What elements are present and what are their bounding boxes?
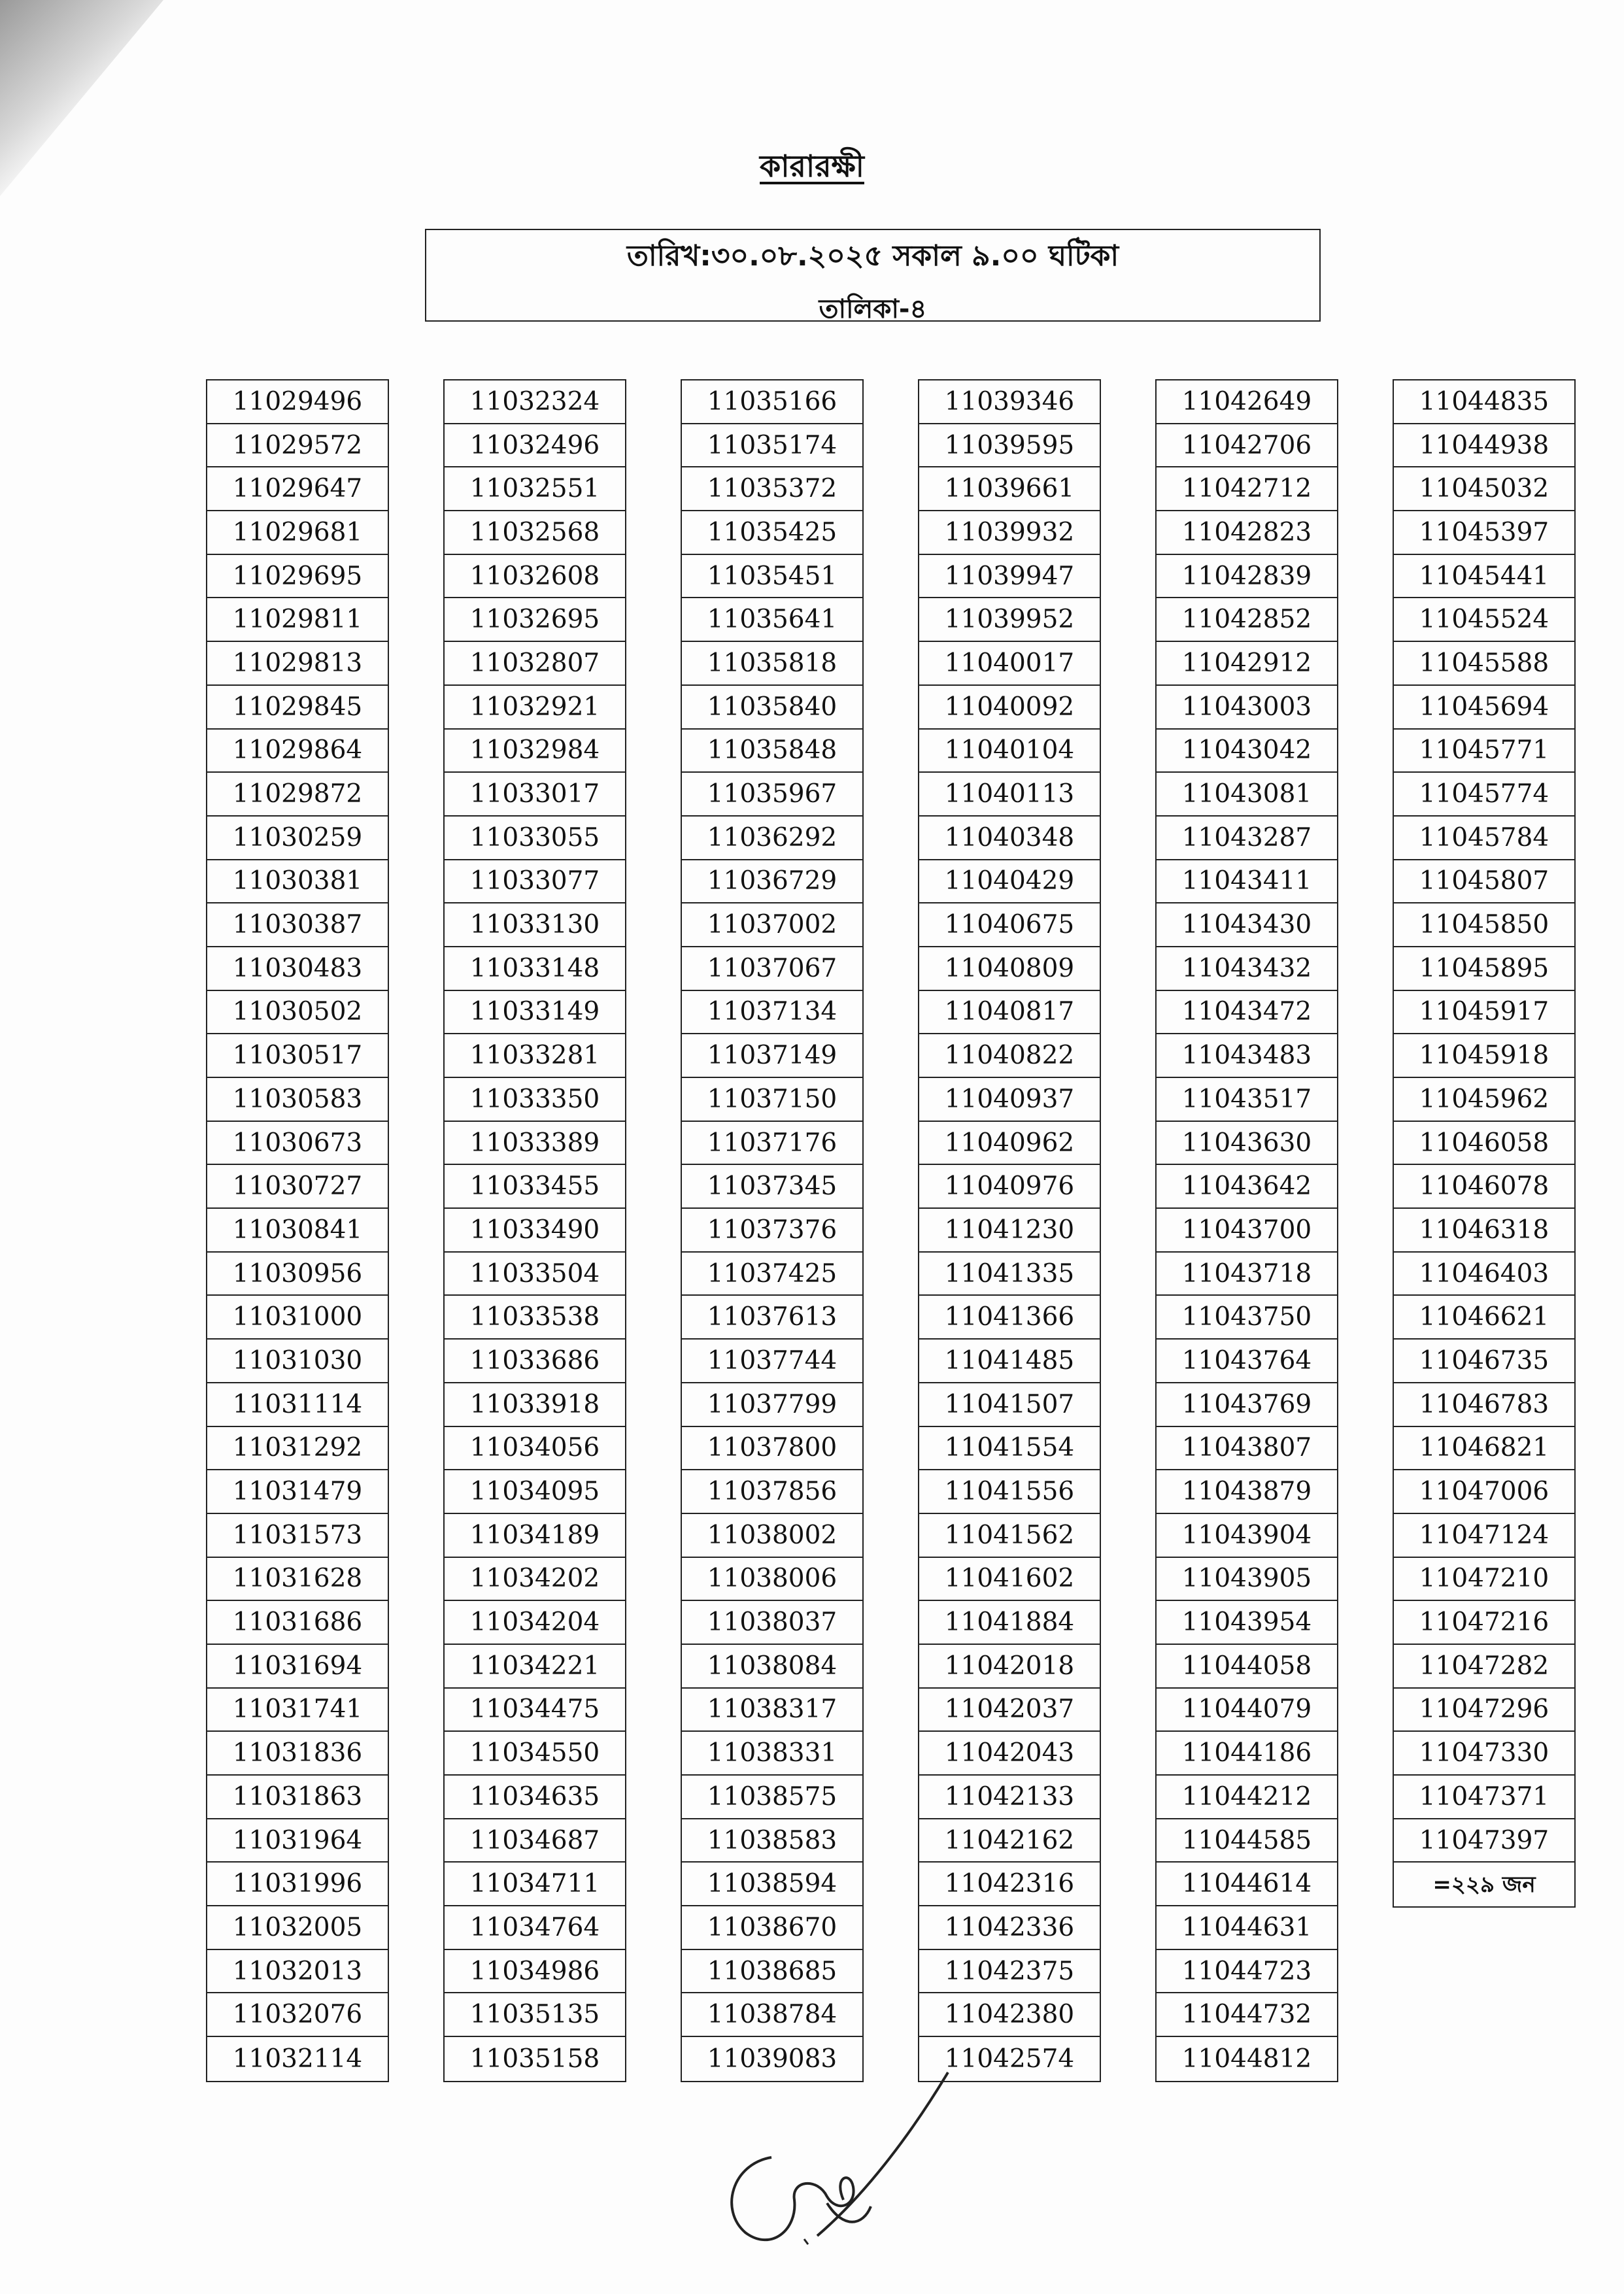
roll-number-cell: 11047296 (1394, 1689, 1574, 1732)
roll-number-cell: 11045441 (1394, 555, 1574, 599)
roll-number-cell: 11037150 (682, 1078, 862, 1122)
roll-number-cell: 11046318 (1394, 1209, 1574, 1253)
roll-number-cell: 11031628 (207, 1558, 388, 1602)
roll-number-cell: 11043003 (1157, 686, 1337, 730)
roll-number-cell: 11035451 (682, 555, 862, 599)
roll-number-cell: 11046783 (1394, 1383, 1574, 1427)
roll-number-cell: 11029695 (207, 555, 388, 599)
roll-number-cell: 11045850 (1394, 903, 1574, 947)
roll-number-cell: 11029647 (207, 467, 388, 511)
roll-column-3 (681, 379, 864, 2082)
roll-number-cell: 11039595 (919, 424, 1100, 468)
roll-number-cell: 11037744 (682, 1340, 862, 1383)
roll-number-cell: 11043411 (1157, 860, 1337, 904)
roll-number-cell: 11043718 (1157, 1253, 1337, 1296)
roll-number-cell: 11029572 (207, 424, 388, 468)
total-count-cell: =২২৯ জন (1432, 1871, 1536, 1898)
roll-number-cell: 11035818 (682, 642, 862, 686)
roll-number-cell: 11038594 (682, 1863, 862, 1906)
roll-number-cell: 11029872 (207, 773, 388, 817)
roll-number-cell: 11033148 (445, 947, 625, 991)
roll-column-5 (1155, 379, 1338, 2082)
roll-number-cell: 11034550 (445, 1732, 625, 1776)
roll-number-cell: 11034986 (445, 1950, 625, 1994)
roll-number-cell: 11047397 (1394, 1819, 1574, 1863)
roll-column-2 (443, 379, 626, 2082)
roll-number-cell: 11041485 (919, 1340, 1100, 1383)
roll-number-cell: 11031479 (207, 1470, 388, 1514)
roll-number-cell: 11041602 (919, 1558, 1100, 1602)
roll-number-cell: 11038084 (682, 1645, 862, 1689)
roll-number-cell: 11045807 (1394, 860, 1574, 904)
roll-number-cell: 11031694 (207, 1645, 388, 1689)
roll-number-cell: 11038685 (682, 1950, 862, 1994)
roll-number-cell: 11040092 (919, 686, 1100, 730)
roll-number-cell: 11045774 (1394, 773, 1574, 817)
roll-number-cell: 11046078 (1394, 1165, 1574, 1209)
roll-number-cell: 11031030 (207, 1340, 388, 1383)
roll-number-cell: 11037067 (682, 947, 862, 991)
roll-number-cell: 11030259 (207, 817, 388, 860)
roll-number-cell: 11032608 (445, 555, 625, 599)
roll-number-cell: 11032568 (445, 511, 625, 555)
roll-number-cell: 11034687 (445, 1819, 625, 1863)
roll-number-cell: 11042823 (1157, 511, 1337, 555)
roll-number-cell: 11042133 (919, 1776, 1100, 1819)
roll-number-cell: 11033149 (445, 991, 625, 1035)
page-corner-fold (0, 0, 163, 196)
roll-number-cell: 11037799 (682, 1383, 862, 1427)
roll-number-cell: 11037176 (682, 1122, 862, 1166)
roll-number-cell: 11043642 (1157, 1165, 1337, 1209)
roll-number-cell: 11045917 (1394, 991, 1574, 1035)
roll-number-cell: 11032076 (207, 1993, 388, 2037)
roll-number-cell: 11046621 (1394, 1296, 1574, 1340)
roll-number-cell: 11037345 (682, 1165, 862, 1209)
roll-number-cell: 11035425 (682, 511, 862, 555)
roll-number-cell: 11040675 (919, 903, 1100, 947)
roll-number-cell: 11031996 (207, 1863, 388, 1906)
roll-number-cell: 11030483 (207, 947, 388, 991)
roll-number-cell: 11030517 (207, 1034, 388, 1078)
roll-number-cell: 11033281 (445, 1034, 625, 1078)
roll-number-cell: 11042380 (919, 1993, 1100, 2037)
roll-number-cell: 11039661 (919, 467, 1100, 511)
roll-number-cell: 11039952 (919, 598, 1100, 642)
roll-number-cell: 11029813 (207, 642, 388, 686)
roll-number-cell: 11039346 (919, 380, 1100, 424)
roll-number-cell: 11043472 (1157, 991, 1337, 1035)
roll-number-cell: 11037134 (682, 991, 862, 1035)
roll-number-cell: 11029496 (207, 380, 388, 424)
roll-number-cell: 11040822 (919, 1034, 1100, 1078)
roll-number-cell: 11045784 (1394, 817, 1574, 860)
roll-number-cell: 11042043 (919, 1732, 1100, 1776)
roll-number-cell: 11031964 (207, 1819, 388, 1863)
roll-number-cell: 11031686 (207, 1601, 388, 1645)
roll-number-cell: 11045397 (1394, 511, 1574, 555)
roll-number-cell: 11045918 (1394, 1034, 1574, 1078)
roll-number-cell: 11041230 (919, 1209, 1100, 1253)
roll-number-cell: 11034475 (445, 1689, 625, 1732)
roll-number-cell: 11045524 (1394, 598, 1574, 642)
roll-number-cell: 11044614 (1157, 1863, 1337, 1906)
roll-number-cell: 11042839 (1157, 555, 1337, 599)
roll-number-cell: 11033389 (445, 1122, 625, 1166)
roll-number-cell: 11040348 (919, 817, 1100, 860)
roll-number-cell: 11041884 (919, 1601, 1100, 1645)
roll-number-cell: 11038583 (682, 1819, 862, 1863)
roll-number-cell: 11038331 (682, 1732, 862, 1776)
roll-number-cell: 11041554 (919, 1427, 1100, 1471)
roll-number-cell: 11029845 (207, 686, 388, 730)
roll-number-cell: 11031114 (207, 1383, 388, 1427)
roll-number-cell: 11044186 (1157, 1732, 1337, 1776)
roll-number-cell: 11038006 (682, 1558, 862, 1602)
roll-number-cell: 11042912 (1157, 642, 1337, 686)
roll-number-cell: 11037613 (682, 1296, 862, 1340)
roll-number-cell: 11034764 (445, 1906, 625, 1950)
roll-number-cell: 11043769 (1157, 1383, 1337, 1427)
roll-number-cell: 11044812 (1181, 2044, 1312, 2074)
roll-number-cell: 11030381 (207, 860, 388, 904)
roll-number-cell: 11045694 (1394, 686, 1574, 730)
roll-number-cell: 11033130 (445, 903, 625, 947)
roll-number-cell: 11032013 (207, 1950, 388, 1994)
roll-number-cell: 11034204 (445, 1601, 625, 1645)
roll-number-cell: 11033077 (445, 860, 625, 904)
roll-number-cell: 11033055 (445, 817, 625, 860)
roll-number-cell: 11034221 (445, 1645, 625, 1689)
roll-number-cell: 11043042 (1157, 730, 1337, 773)
roll-number-cell: 11047216 (1394, 1601, 1574, 1645)
header-box (425, 229, 1321, 322)
roll-number-cell: 11035174 (682, 424, 862, 468)
roll-number-cell: 11029864 (207, 730, 388, 773)
roll-number-cell: 11033538 (445, 1296, 625, 1340)
roll-number-cell: 11032324 (445, 380, 625, 424)
roll-number-cell: 11040809 (919, 947, 1100, 991)
roll-number-cell: 11031741 (207, 1689, 388, 1732)
roll-number-cell: 11041507 (919, 1383, 1100, 1427)
exam-date-time: তারিখ:৩০.০৮.২০২৫ সকাল ৯.০০ ঘটিকা (626, 239, 1119, 273)
roll-number-cell: 11041335 (919, 1253, 1100, 1296)
roll-number-cell: 11047282 (1394, 1645, 1574, 1689)
roll-number-cell: 11032984 (445, 730, 625, 773)
roll-column-6 (1393, 379, 1576, 1908)
roll-number-cell: 11040113 (919, 773, 1100, 817)
roll-number-cell: 11047371 (1394, 1776, 1574, 1819)
roll-number-cell: 11040017 (919, 642, 1100, 686)
handwritten-signature (686, 2066, 961, 2262)
roll-number-cell: 11034202 (445, 1558, 625, 1602)
roll-number-cell: 11046403 (1394, 1253, 1574, 1296)
roll-number-cell: 11037149 (682, 1034, 862, 1078)
roll-number-cell: 11031836 (207, 1732, 388, 1776)
roll-number-cell: 11043807 (1157, 1427, 1337, 1471)
page-title: কারারক্ষী (760, 148, 864, 184)
roll-number-cell: 11040429 (919, 860, 1100, 904)
roll-number-cell: 11042316 (919, 1863, 1100, 1906)
roll-number-cell: 11043700 (1157, 1209, 1337, 1253)
roll-number-cell: 11047210 (1394, 1558, 1574, 1602)
roll-number-cell: 11042852 (1157, 598, 1337, 642)
roll-number-cell: 11030956 (207, 1253, 388, 1296)
roll-number-cell: 11032551 (445, 467, 625, 511)
roll-number-cell: 11032114 (232, 2044, 363, 2074)
roll-number-cell: 11042336 (919, 1906, 1100, 1950)
roll-number-cell: 11035848 (682, 730, 862, 773)
roll-number-cell: 11030502 (207, 991, 388, 1035)
roll-number-cell: 11044631 (1157, 1906, 1337, 1950)
roll-number-cell: 11042574 (944, 2044, 1075, 2074)
roll-number-cell: 11044835 (1394, 380, 1574, 424)
roll-number-cell: 11031000 (207, 1296, 388, 1340)
roll-number-cell: 11033455 (445, 1165, 625, 1209)
roll-number-cell: 11032695 (445, 598, 625, 642)
roll-number-cell: 11034711 (445, 1863, 625, 1906)
roll-number-cell: 11043430 (1157, 903, 1337, 947)
roll-number-cell: 11030727 (207, 1165, 388, 1209)
roll-number-cell: 11044938 (1394, 424, 1574, 468)
roll-number-cell: 11045895 (1394, 947, 1574, 991)
roll-number-cell: 11031573 (207, 1514, 388, 1558)
roll-number-cell: 11035967 (682, 773, 862, 817)
roll-number-cell: 11041556 (919, 1470, 1100, 1514)
roll-number-cell: 11038002 (682, 1514, 862, 1558)
roll-number-cell: 11035135 (445, 1993, 625, 2037)
roll-number-cell: 11030841 (207, 1209, 388, 1253)
roll-number-cell: 11035166 (682, 380, 862, 424)
roll-number-cell: 11043879 (1157, 1470, 1337, 1514)
roll-number-cell: 11037002 (682, 903, 862, 947)
roll-number-cell: 11040817 (919, 991, 1100, 1035)
roll-number-cell: 11043905 (1157, 1558, 1337, 1602)
roll-number-cell: 11037425 (682, 1253, 862, 1296)
roll-number-cell: 11043287 (1157, 817, 1337, 860)
roll-number-cell: 11038037 (682, 1601, 862, 1645)
list-number: তালিকা-৪ (819, 294, 927, 324)
roll-number-cell: 11043081 (1157, 773, 1337, 817)
roll-number-cell: 11046821 (1394, 1427, 1574, 1471)
roll-column-4 (918, 379, 1101, 2082)
roll-number-cell: 11044079 (1157, 1689, 1337, 1732)
roll-number-cell: 11032496 (445, 424, 625, 468)
roll-number-cell: 11033686 (445, 1340, 625, 1383)
roll-number-cell: 11037800 (682, 1427, 862, 1471)
roll-number-cell: 11038317 (682, 1689, 862, 1732)
roll-number-cell: 11041562 (919, 1514, 1100, 1558)
roll-number-cell: 11038670 (682, 1906, 862, 1950)
roll-number-cell: 11043432 (1157, 947, 1337, 991)
roll-number-cell: 11030583 (207, 1078, 388, 1122)
roll-number-cell: 11040104 (919, 730, 1100, 773)
roll-number-cell: 11040962 (919, 1122, 1100, 1166)
roll-number-cell: 11030387 (207, 903, 388, 947)
roll-number-cell: 11038784 (682, 1993, 862, 2037)
roll-number-cell: 11045032 (1394, 467, 1574, 511)
roll-number-cell: 11040937 (919, 1078, 1100, 1122)
roll-number-cell: 11034056 (445, 1427, 625, 1471)
roll-number-cell: 11041366 (919, 1296, 1100, 1340)
roll-number-cell: 11034189 (445, 1514, 625, 1558)
roll-number-cell: 11042712 (1157, 467, 1337, 511)
roll-number-cell: 11034635 (445, 1776, 625, 1819)
roll-number-cell: 11043483 (1157, 1034, 1337, 1078)
roll-number-cell: 11045771 (1394, 730, 1574, 773)
roll-number-cell: 11046058 (1394, 1122, 1574, 1166)
roll-number-cell: 11032807 (445, 642, 625, 686)
roll-number-cell: 11044732 (1157, 1993, 1337, 2037)
roll-number-cell: 11043750 (1157, 1296, 1337, 1340)
roll-number-cell: 11031292 (207, 1427, 388, 1471)
roll-number-cell: 11043954 (1157, 1601, 1337, 1645)
roll-number-cell: 11043630 (1157, 1122, 1337, 1166)
roll-number-cell: 11042162 (919, 1819, 1100, 1863)
roll-number-cell: 11035158 (469, 2044, 600, 2074)
roll-number-cell: 11030673 (207, 1122, 388, 1166)
roll-number-cell: 11043764 (1157, 1340, 1337, 1383)
roll-number-cell: 11035641 (682, 598, 862, 642)
roll-number-cell: 11033017 (445, 773, 625, 817)
roll-number-cell: 11045588 (1394, 642, 1574, 686)
roll-number-cell: 11044212 (1157, 1776, 1337, 1819)
roll-number-cell: 11033918 (445, 1383, 625, 1427)
roll-column-1 (206, 379, 389, 2082)
roll-number-cell: 11039932 (919, 511, 1100, 555)
roll-number-cell: 11033504 (445, 1253, 625, 1296)
roll-number-cell: 11032921 (445, 686, 625, 730)
roll-number-cell: 11042649 (1157, 380, 1337, 424)
roll-number-cell: 11043904 (1157, 1514, 1337, 1558)
roll-number-cell: 11037376 (682, 1209, 862, 1253)
roll-number-cell: 11034095 (445, 1470, 625, 1514)
roll-number-cell: 11031863 (207, 1776, 388, 1819)
roll-number-cell: 11042018 (919, 1645, 1100, 1689)
roll-number-cell: 11036729 (682, 860, 862, 904)
roll-number-cell: 11046735 (1394, 1340, 1574, 1383)
roll-number-cell: 11042037 (919, 1689, 1100, 1732)
roll-number-cell: 11038575 (682, 1776, 862, 1819)
roll-number-cell: 11045962 (1394, 1078, 1574, 1122)
roll-number-cell: 11044585 (1157, 1819, 1337, 1863)
roll-number-cell: 11032005 (207, 1906, 388, 1950)
roll-number-cell: 11042706 (1157, 424, 1337, 468)
roll-number-cell: 11047006 (1394, 1470, 1574, 1514)
roll-number-cell: 11043517 (1157, 1078, 1337, 1122)
roll-number-cell: 11040976 (919, 1165, 1100, 1209)
roll-number-cell: 11044723 (1157, 1950, 1337, 1994)
roll-number-cell: 11036292 (682, 817, 862, 860)
roll-number-cell: 11037856 (682, 1470, 862, 1514)
roll-number-cell: 11042375 (919, 1950, 1100, 1994)
roll-number-cell: 11029681 (207, 511, 388, 555)
roll-number-cell: 11047124 (1394, 1514, 1574, 1558)
roll-number-cell: 11033350 (445, 1078, 625, 1122)
roll-number-cell: 11044058 (1157, 1645, 1337, 1689)
roll-number-cell: 11035372 (682, 467, 862, 511)
roll-number-cell: 11033490 (445, 1209, 625, 1253)
roll-number-cell: 11039947 (919, 555, 1100, 599)
roll-number-cell: 11029811 (207, 598, 388, 642)
roll-number-cell: 11047330 (1394, 1732, 1574, 1776)
roll-number-cell: 11039083 (707, 2044, 837, 2074)
roll-number-cell: 11035840 (682, 686, 862, 730)
